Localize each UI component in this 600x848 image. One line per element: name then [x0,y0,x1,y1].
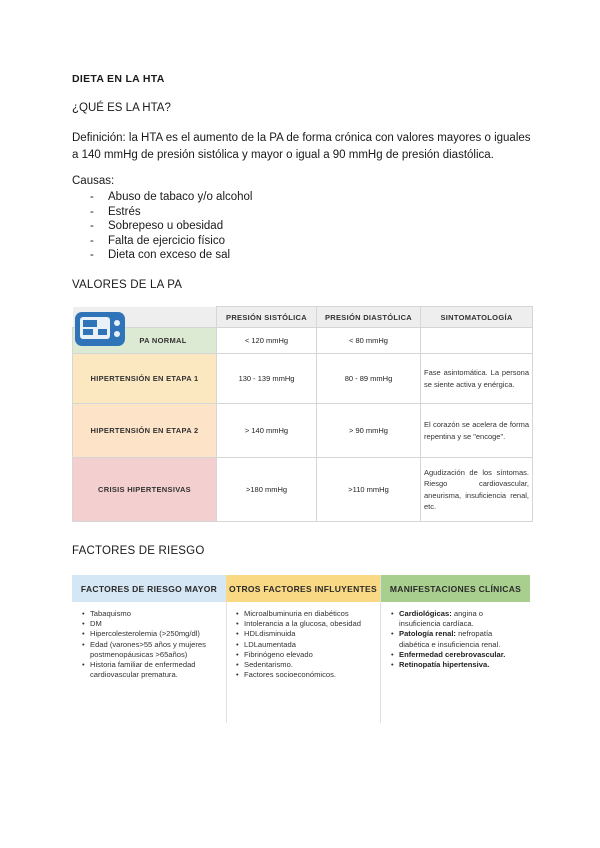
list-item: • Factores socioeconómicos. [236,670,374,680]
item-bold: Retinopatía hipertensiva. [399,660,490,670]
pa-section-title: VALORES DE LA PA [72,279,183,291]
symptoms-value: El corazón se acelera de forma repentina y se "encoge". [421,404,533,458]
symptoms-value: Agudización de los síntomas. Riesgo cardiovascular, aneurisma, insuficiencia renal, etc. [421,458,533,522]
list-item: • Intolerancia a la glucosa, obesidad [236,619,374,629]
diastolic-value: >110 mmHg [317,458,421,522]
list-item: • LDLaumentada [236,640,374,650]
symptoms-value [421,328,533,354]
table-row [73,328,533,354]
risk-column-other [226,575,381,723]
risk-factors-table [72,575,530,723]
cause-item: - Sobrepeso u obesidad [90,219,253,234]
header-diastolic: PRESIÓN DIASTÓLICA [317,307,421,328]
list-item [391,609,524,629]
table-row [73,458,533,522]
list-item: • Microalbuminuria en diabéticos [236,609,374,619]
list-item: • Sedentarismo. [236,660,374,670]
risk-column-header: MANIFESTACIONES CLÍNICAS [381,575,530,602]
risk-column-major [72,575,227,723]
header-symptoms: SINTOMATOLOGÍA [421,307,533,328]
list-item: • HDLdisminuida [236,629,374,639]
row-label: PA NORMAL [73,328,217,354]
symptoms-value: Fase asintomática. La persona se siente activa y enérgica. [421,354,533,404]
list-item [391,629,524,649]
systolic-value: > 140 mmHg [217,404,317,458]
systolic-value: 130 - 139 mmHg [217,354,317,404]
header-systolic: PRESIÓN SISTÓLICA [217,307,317,328]
cause-item: - Falta de ejercicio físico [90,234,253,249]
section-subtitle: ¿QUÉ ES LA HTA? [72,102,171,114]
blood-pressure-monitor-icon [74,310,128,350]
item-bold: Cardiológicas: [399,609,452,618]
risk-section-title: FACTORES DE RIESGO [72,545,205,557]
diastolic-value: 80 - 89 mmHg [317,354,421,404]
item-bold: Patología renal: [399,629,456,639]
item-text: nefropatía diabética e insuficiencia renal. [399,629,501,649]
row-label: HIPERTENSIÓN EN ETAPA 2 [73,404,217,458]
page-title: DIETA EN LA HTA [72,73,165,85]
causes-heading: Causas: [72,175,115,187]
list-item: • Edad (varones>55 años y mujeres postmenopáusicas >65años) [82,640,220,660]
risk-column-header: FACTORES DE RIESGO MAYOR [72,575,226,602]
cause-item: - Estrés [90,205,253,220]
list-item [391,660,524,670]
list-item [391,650,524,660]
cause-item: - Abuso de tabaco y/o alcohol [90,190,253,205]
cause-item: - Dieta con exceso de sal [90,248,253,263]
risk-column-clinical [381,575,530,723]
row-label: HIPERTENSIÓN EN ETAPA 1 [73,354,217,404]
item-bold: Enfermedad cerebrovascular. [399,649,506,659]
systolic-value: < 120 mmHg [217,328,317,354]
list-item: • Historia familiar de enfermedad cardiovascular prematura. [82,660,220,680]
table-row [73,354,533,404]
row-label: CRISIS HIPERTENSIVAS [73,458,217,522]
list-item: • Hipercolesterolemia (>250mg/dl) [82,629,220,639]
systolic-value: >180 mmHg [217,458,317,522]
causes-list [90,190,253,263]
diastolic-value: < 80 mmHg [317,328,421,354]
list-item: • Fibrinógeno elevado [236,650,374,660]
diastolic-value: > 90 mmHg [317,404,421,458]
risk-column-header: OTROS FACTORES INFLUYENTES [226,575,380,602]
table-row [73,404,533,458]
list-item: • Tabaquismo [82,609,220,619]
item-text: angina o insuficiencia cardíaca. [399,609,483,629]
definition-paragraph: Definición: la HTA es el aumento de la PA de forma crónica con valores mayores o iguales a 140 mmHg de presión sistólica y mayor o igual a 90 mmHg de presión diastólica. [72,132,531,161]
list-item: • DM [82,619,220,629]
pa-values-table [72,306,532,526]
